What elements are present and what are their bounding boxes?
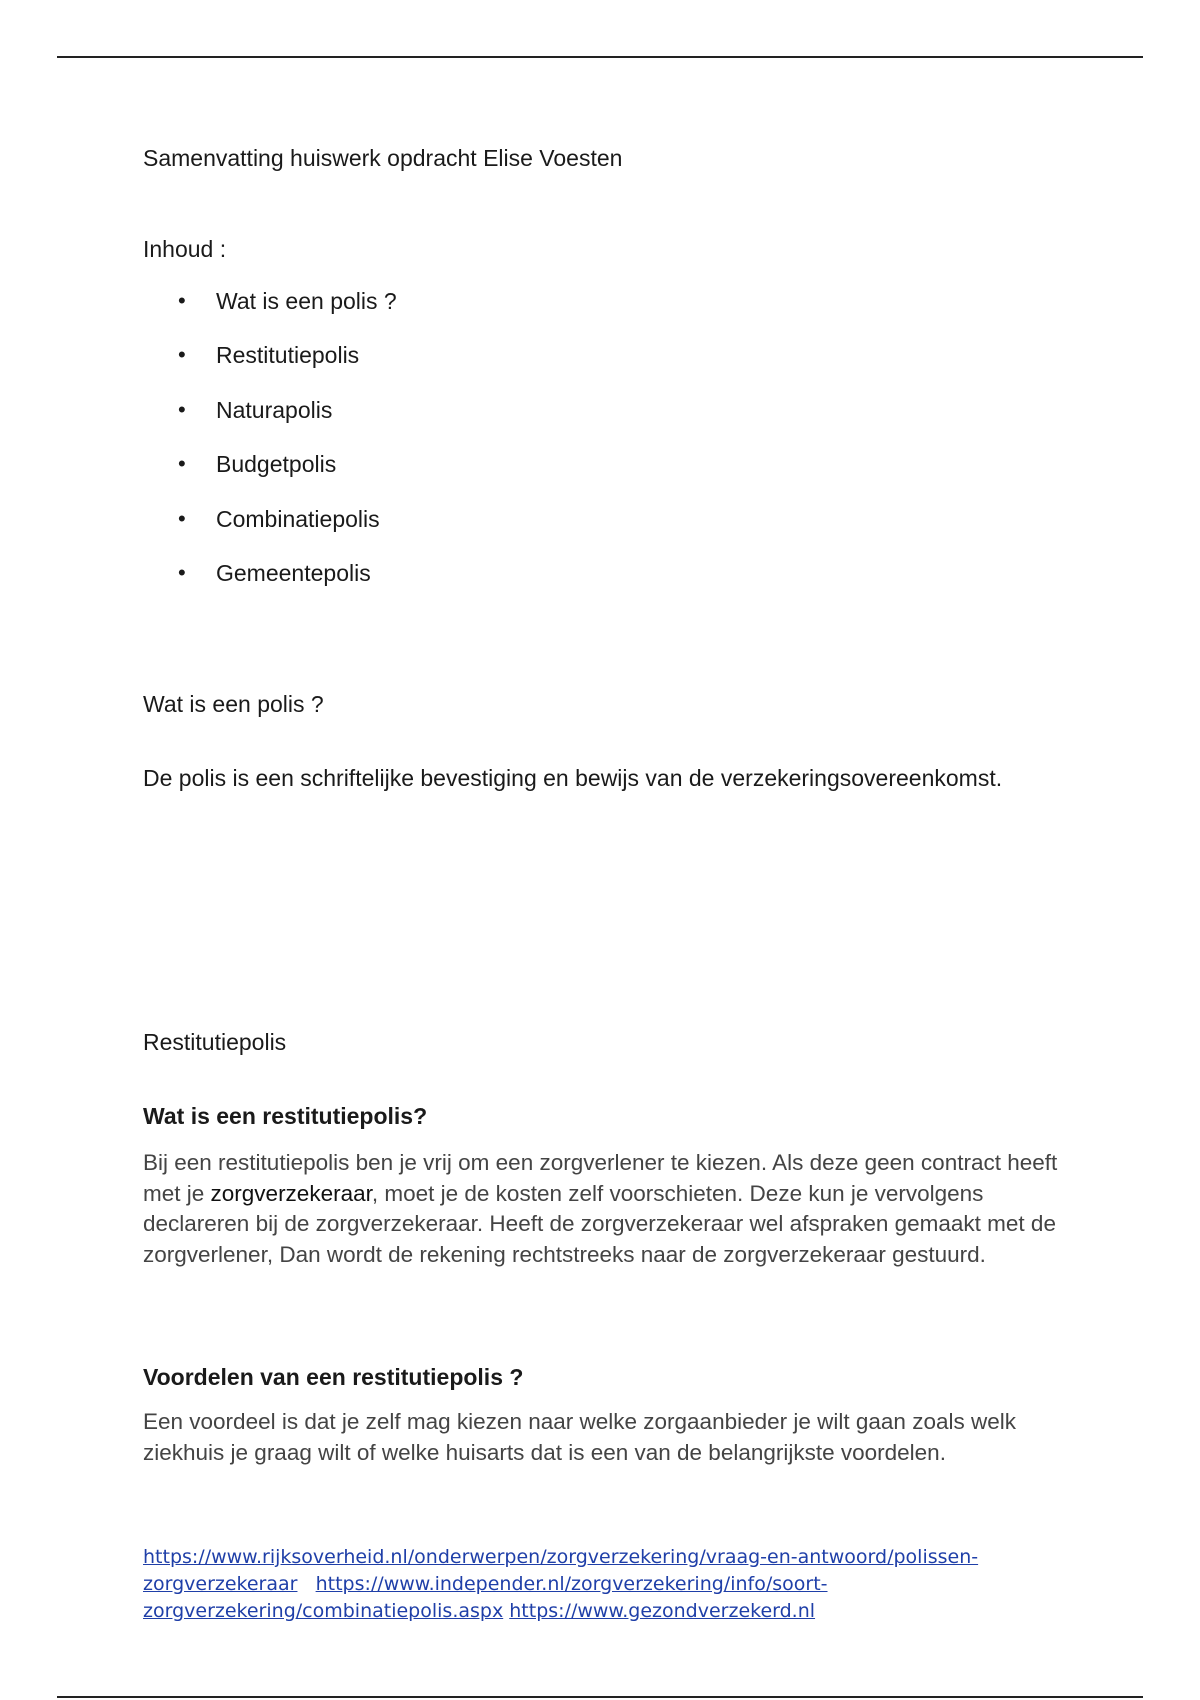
answer-text: , moet je de kosten zelf voorschieten. Deze kun je vervolgens declareren bij de zorgverzekeraar. Heeft de zorgverzekeraar wel afspraken gemaakt met de zorgverlener, Dan wordt de rekening rechtstreeks naar de zorgverzekeraar gestuurd. bbox=[143, 1180, 1056, 1267]
section-heading-polis: Wat is een polis ? bbox=[143, 691, 324, 717]
table-of-contents bbox=[143, 283, 397, 609]
top-rule bbox=[57, 56, 1143, 58]
source-links bbox=[143, 1544, 1023, 1625]
toc-item: • Wat is een polis ? bbox=[143, 283, 397, 337]
source-link[interactable]: https://www.gezondverzekerd.nl bbox=[509, 1600, 816, 1622]
section-heading-restitutiepolis: Restitutiepolis bbox=[143, 1029, 287, 1055]
toc-item: • Naturapolis bbox=[143, 392, 397, 446]
question-heading: Wat is een restitutiepolis? bbox=[143, 1103, 428, 1129]
source-link[interactable]: https://www.rijksoverheid.nl/onderwerpen/zorgverzekering/vraag-en-antwoord/polissen-zorgverzekeraar bbox=[143, 1546, 979, 1595]
bottom-rule bbox=[57, 1696, 1143, 1698]
restitutie-answer bbox=[143, 1148, 1083, 1270]
advantages-text: Een voordeel is dat je zelf mag kiezen naar welke zorgaanbieder je wilt gaan zoals welk ziekhuis je graag wilt of welke huisarts dat is een van de belangrijkste voordelen. bbox=[143, 1409, 1016, 1465]
toc-item: • Restitutiepolis bbox=[143, 337, 397, 391]
advantages-heading: Voordelen van een restitutiepolis ? bbox=[143, 1364, 524, 1390]
source-link[interactable]: https://www.independer.nl/zorgverzekering/info/soort-zorgverzekering/combinatiepolis.aspx bbox=[143, 1573, 828, 1622]
document-title: Samenvatting huiswerk opdracht Elise Voesten bbox=[143, 145, 623, 171]
toc-item: • Budgetpolis bbox=[143, 446, 397, 500]
toc-heading: Inhoud : bbox=[143, 236, 227, 262]
polis-definition: De polis is een schriftelijke bevestiging en bewijs van de verzekeringsovereenkomst. bbox=[143, 765, 1003, 791]
answer-text: Bij een restitutiepolis ben je vrij om een zorgverlener te kiezen. Als deze geen contract heeft met je bbox=[143, 1150, 1058, 1206]
toc-item: • Gemeentepolis bbox=[143, 555, 397, 609]
toc-item: • Combinatiepolis bbox=[143, 501, 397, 555]
zorgverzekeraar-link[interactable]: zorgverzekeraar bbox=[210, 1180, 372, 1206]
